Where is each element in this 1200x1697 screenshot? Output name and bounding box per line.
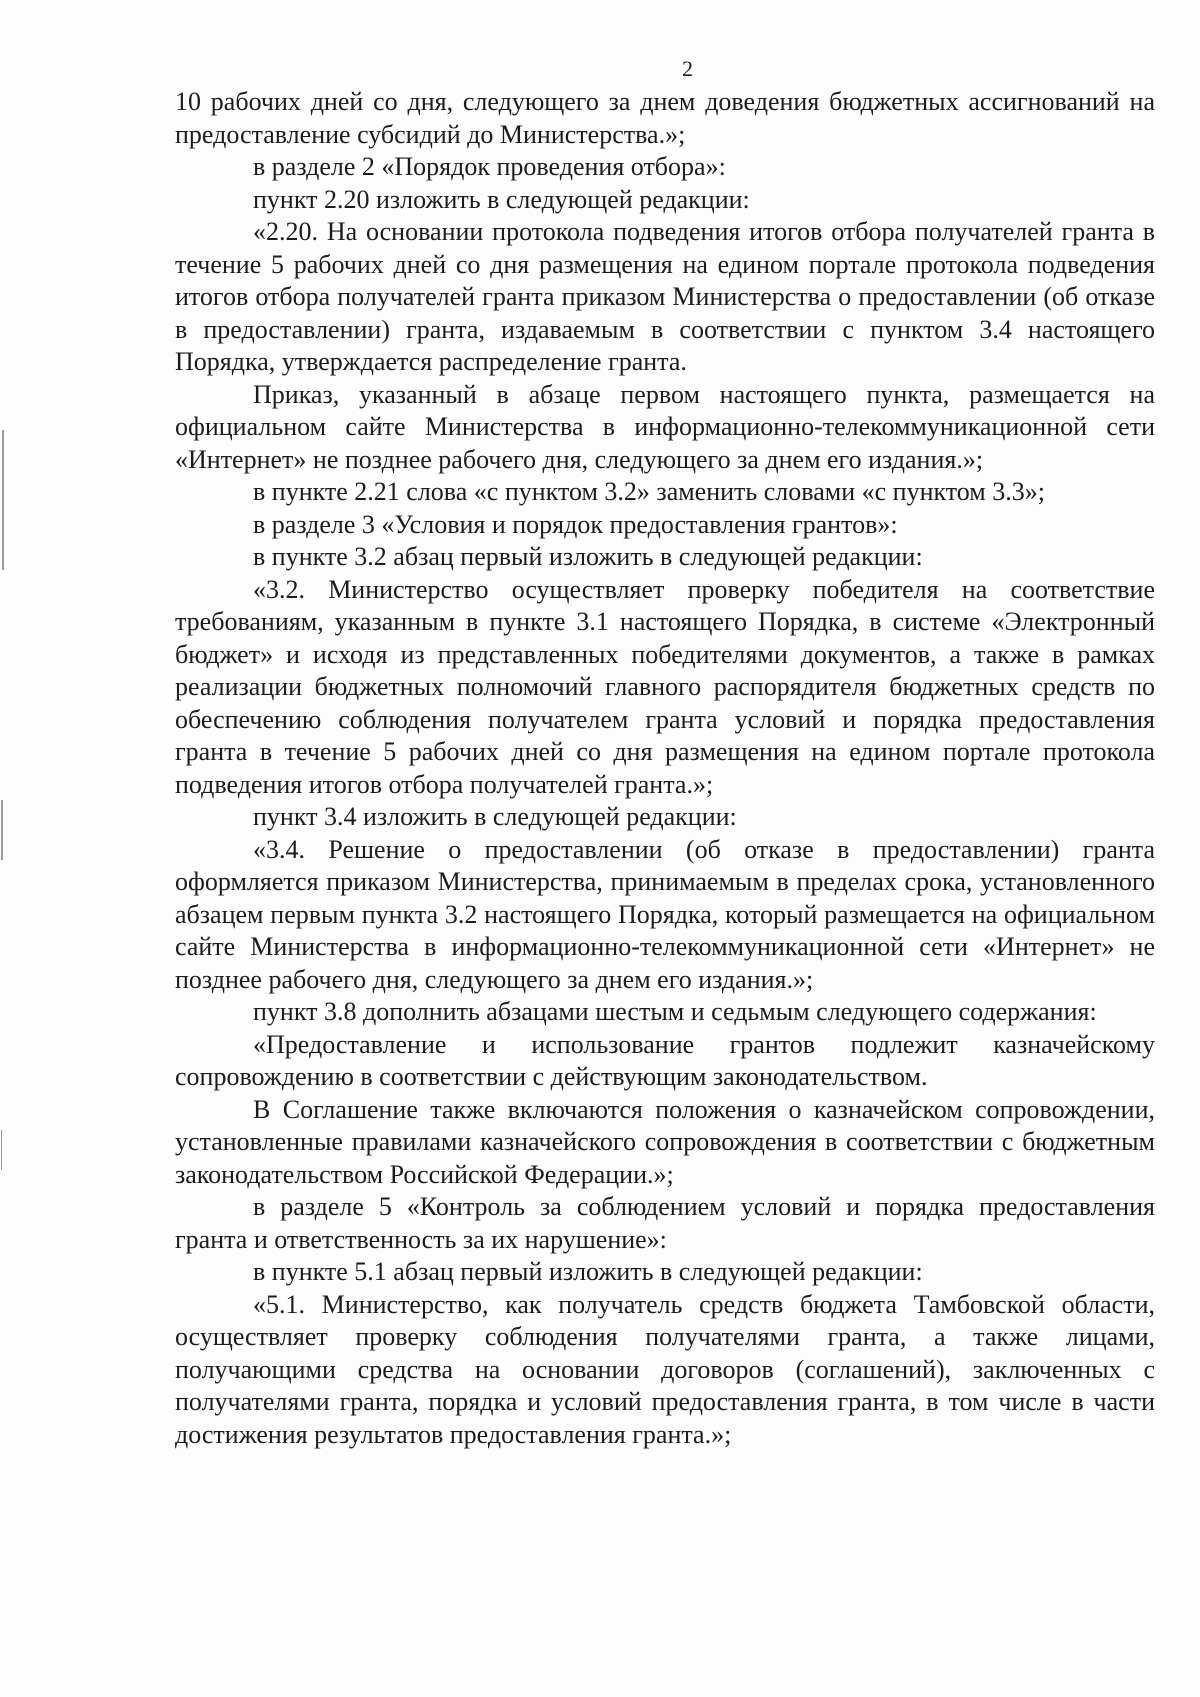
paragraph: в пункте 2.21 слова «с пунктом 3.2» заменить словами «с пунктом 3.3»;	[253, 477, 1045, 506]
paragraph: «3.4. Решение о предоставлении (об отказе в предоставлении) гранта оформляется приказом Министерства, принимаемым в пределах срока, установленного абзацем первым пункта 3.2 настоящего Порядка, который размещается на официальном сайте Министерства в информационно-телекоммуникационной сети «Интернет» не позднее рабочего дня, следующего за днем его издания.»;	[175, 834, 1155, 994]
paragraph: «5.1. Министерство, как получатель средств бюджета Тамбовской области, осуществляет проверку соблюдения получателями гранта, а также лицами, получающими средства на основании договоров (соглашений), заключенных с получателями гранта, порядка и условий предоставления гранта, в том числе в части достижения результатов предоставления гранта.»;	[175, 1289, 1155, 1449]
paragraph: в разделе 2 «Порядок проведения отбора»:	[253, 152, 726, 181]
paragraph: Приказ, указанный в абзаце первом настоящего пункта, размещается на официальном сайте Министерства в информационно-телекоммуникационной сети «Интернет» не позднее рабочего дня, следующего за днем его издания.»;	[175, 379, 1155, 474]
scan-edge-mark	[1, 800, 3, 860]
paragraph: пункт 3.4 изложить в следующей редакции:	[253, 802, 737, 831]
paragraph: «2.20. На основании протокола подведения итогов отбора получателей гранта в течение 5 рабочих дней со дня размещения на едином портале протокола подведения итогов отбора получателей гранта приказом Министерства о предоставлении (об отказе в предоставлении) гранта, издаваемым в соответствии с пунктом 3.4 настоящего Порядка, утверждается распределение гранта.	[175, 217, 1155, 376]
paragraph: 10 рабочих дней со дня, следующего за днем доведения бюджетных ассигнований на предоставление субсидий до Министерства.»;	[175, 87, 1155, 149]
paragraph: В Соглашение также включаются положения о казначейском сопровождении, установленные правилами казначейского сопровождения в соответствии с бюджетным законодательством Российской Федерации.»;	[175, 1094, 1155, 1189]
paragraph: в пункте 3.2 абзац первый изложить в следующей редакции:	[253, 542, 923, 571]
paragraph: пункт 2.20 изложить в следующей редакции:	[253, 184, 750, 214]
paragraph: пункт 3.8 дополнить абзацами шестым и седьмым следующего содержания:	[253, 997, 1097, 1026]
paragraph: в разделе 5 «Контроль за соблюдением условий и порядка предоставления гранта и ответственность за их нарушение»:	[175, 1192, 1155, 1254]
scan-edge-mark	[2, 430, 4, 570]
scan-edge-mark	[1, 1130, 2, 1170]
paragraph: в пункте 5.1 абзац первый изложить в следующей редакции:	[253, 1257, 923, 1286]
paragraph: в разделе 3 «Условия и порядок предоставления грантов»:	[253, 509, 898, 539]
paragraph: «Предоставление и использование грантов подлежит казначейскому сопровождению в соответствии с действующим законодательством.	[175, 1029, 1155, 1091]
paragraph: «3.2. Министерство осуществляет проверку победителя на соответствие требованиям, указанным в пункте 3.1 настоящего Порядка, в системе «Электронный бюджет» и исходя из представленных победителями документов, а также в рамках реализации бюджетных полномочий главного распорядителя бюджетных средств по обеспечению соблюдения получателем гранта условий и порядка предоставления гранта в течение 5 рабочих дней со дня размещения на едином портале протокола подведения итогов отбора получателей гранта.»;	[175, 574, 1155, 799]
document-body	[175, 86, 1155, 1451]
page-number: 2	[682, 56, 693, 81]
